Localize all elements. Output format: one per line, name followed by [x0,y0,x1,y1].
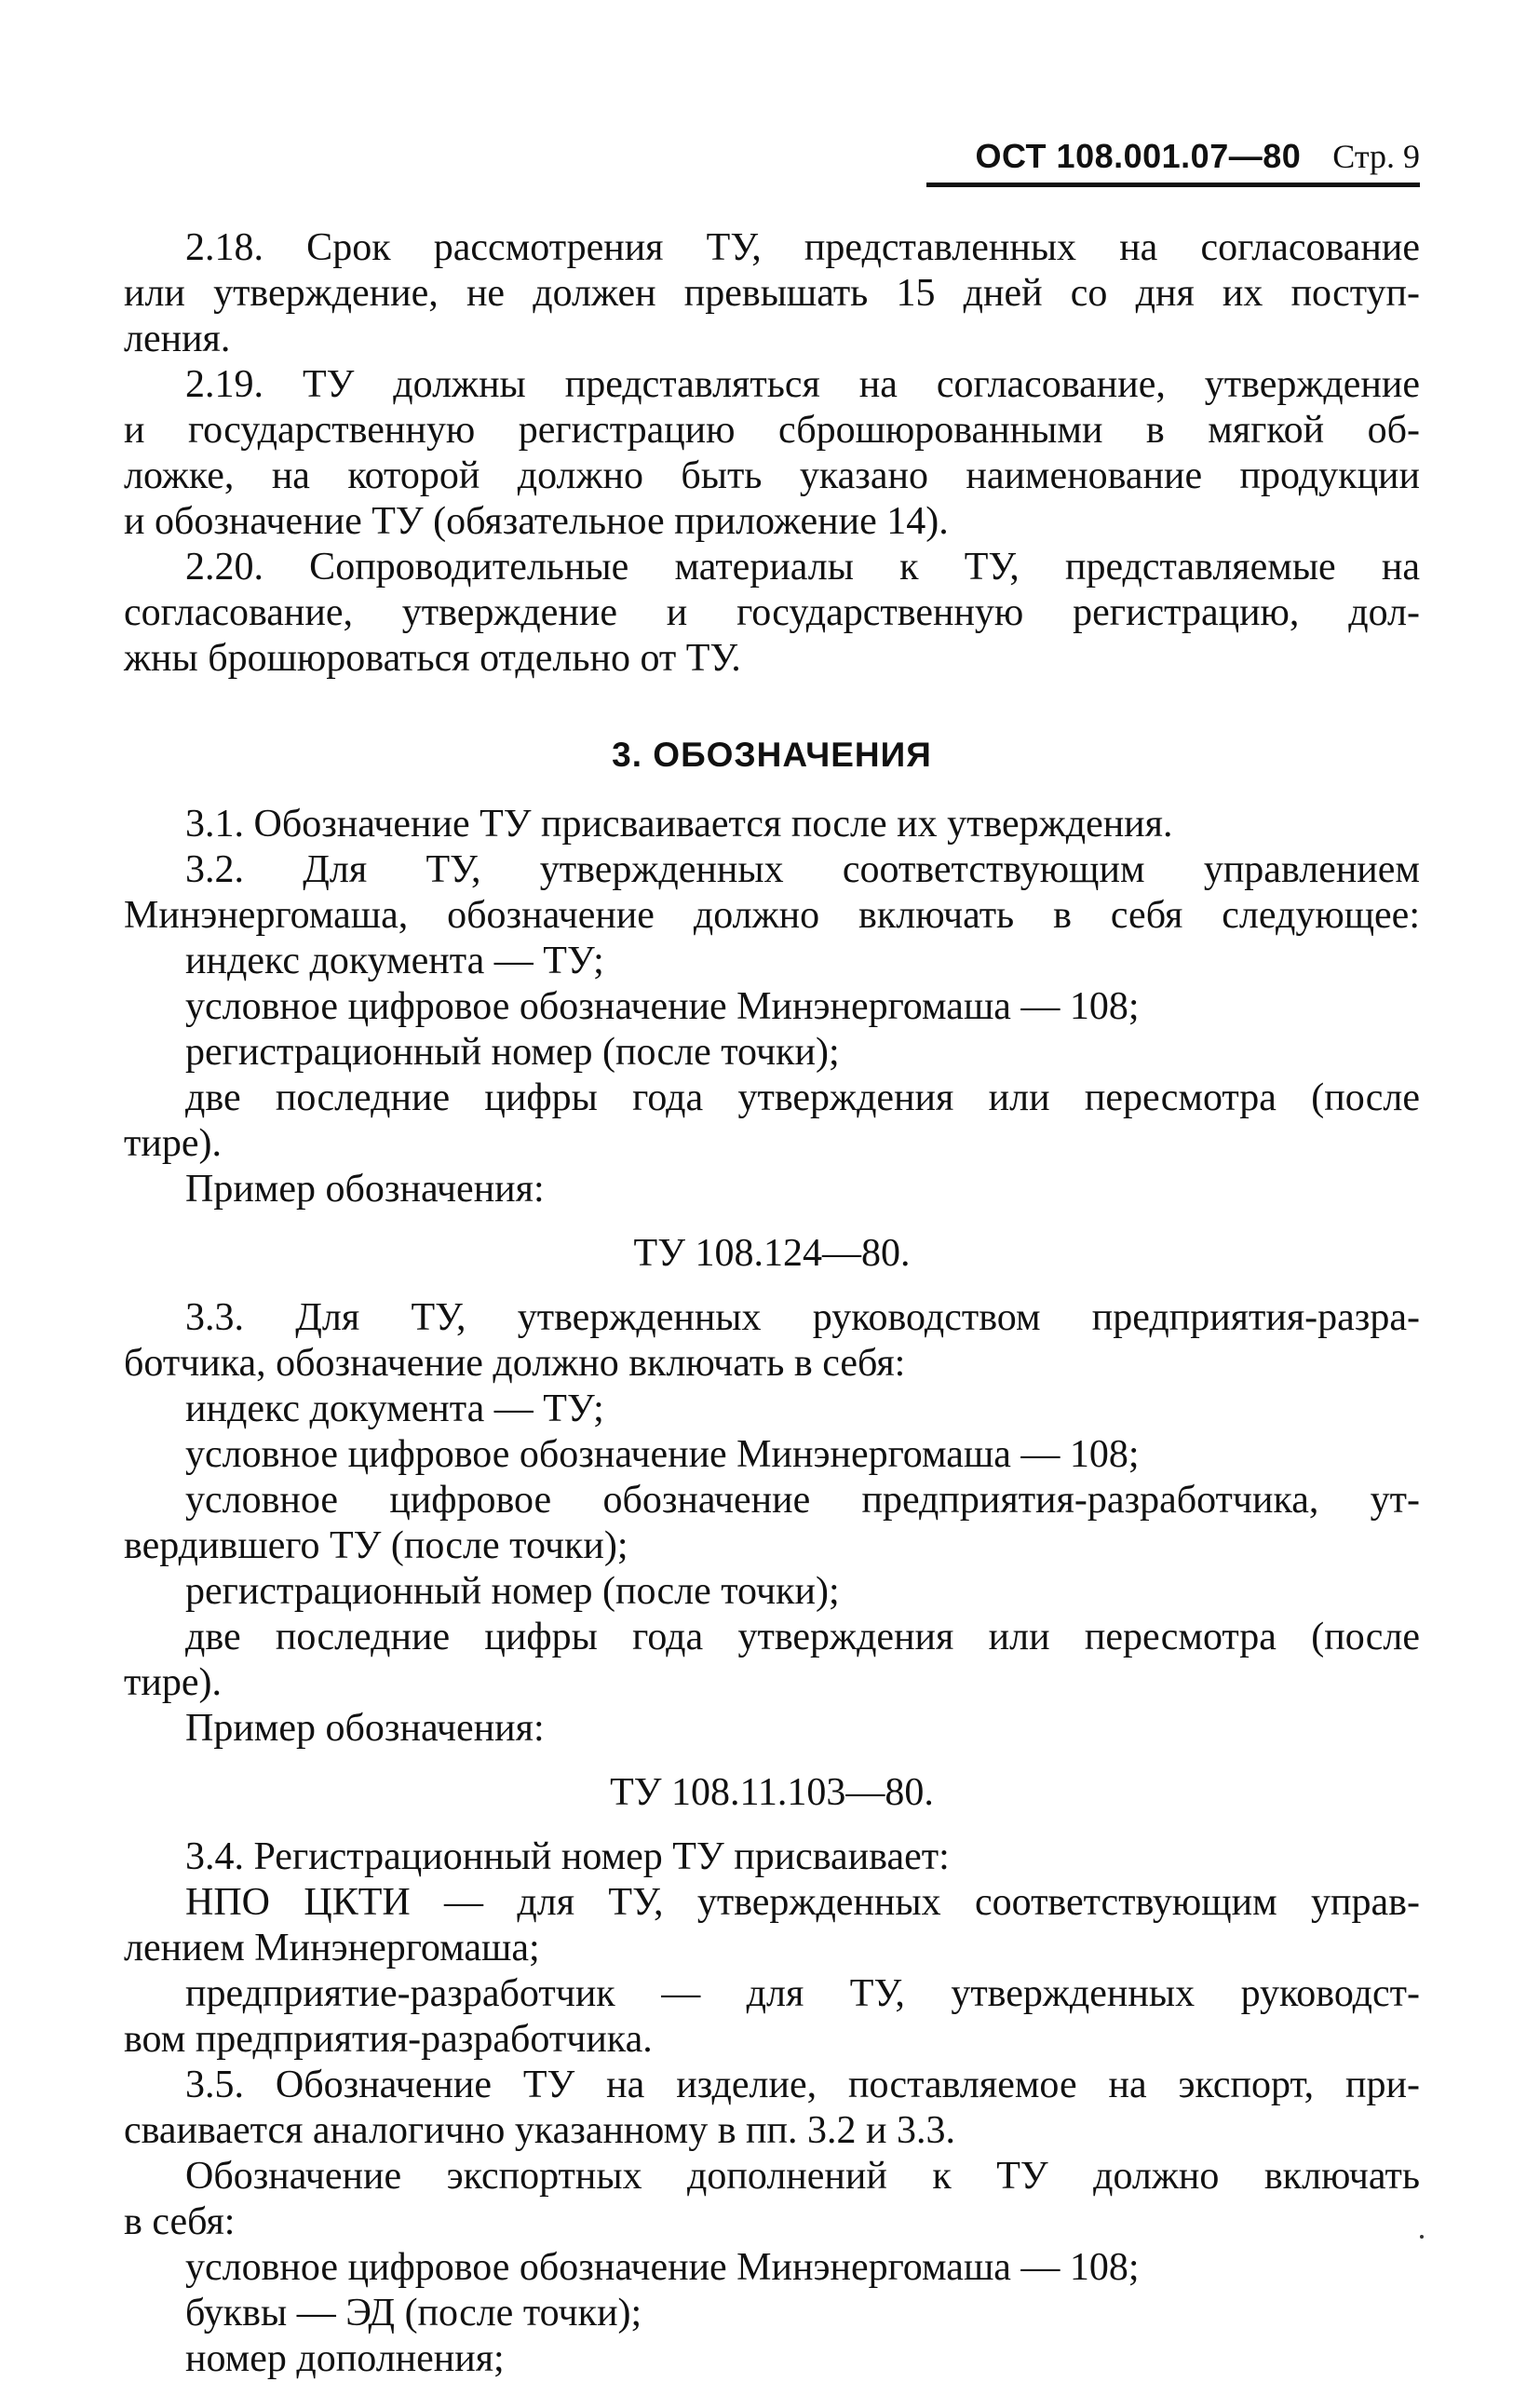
text-line: 2.19. ТУ должны представляться на согласование, утверждение [185,363,1420,406]
example-designation: ТУ 108.11.103—80. [610,1771,934,1814]
document-id: ОСТ 108.001.07—80 [975,137,1302,175]
text-line: в себя: [124,2200,236,2243]
page-header [926,130,1420,187]
list-item: индекс документа — ТУ; [185,940,604,982]
text-line: согласование, утверждение и государственную регистрацию, дол- [124,591,1420,634]
list-item: две последние цифры года утверждения или пересмотра (после [185,1076,1420,1119]
list-item: условное цифровое обозначение Минэнергомаша — 108; [185,1433,1140,1476]
text-line: Обозначение экспортных дополнений к ТУ должно включать [185,2155,1420,2198]
list-item: регистрационный номер (после точки); [185,1031,840,1074]
list-item: номер дополнения; [185,2337,505,2380]
text-line: 3.4. Регистрационный номер ТУ присваивает: [185,1835,950,1878]
text-line: 3.5. Обозначение ТУ на изделие, поставляемое на экспорт, при- [185,2064,1420,2106]
text-line: вом предприятия-разработчика. [124,2018,653,2061]
text-line: сваивается аналогично указанному в пп. 3.2 и 3.3. [124,2109,955,2152]
text-line: 3.3. Для ТУ, утвержденных руководством предприятия-разра- [185,1296,1420,1339]
list-item: условное цифровое обозначение предприятия-разработчика, ут- [185,1479,1420,1522]
list-item: предприятие-разработчик — для ТУ, утвержденных руководст- [185,1972,1420,2015]
list-item: индекс документа — ТУ; [185,1387,604,1430]
list-item: условное цифровое обозначение Минэнергомаша — 108; [185,2246,1140,2289]
text-line: жны брошюроваться отдельно от ТУ. [124,637,741,680]
text-line: 2.18. Срок рассмотрения ТУ, представленных на согласование [185,226,1420,269]
list-item: условное цифровое обозначение Минэнергомаша — 108; [185,985,1140,1028]
page-number: Стр. 9 [1332,138,1420,175]
text-line: ложке, на которой должно быть указано наименование продукции [124,454,1420,497]
section-heading: 3. ОБОЗНАЧЕНИЯ [612,736,932,774]
example-label: Пример обозначения: [185,1168,545,1211]
text-line: Минэнергомаша, обозначение должно включать в себя следующее: [124,894,1420,937]
text-line: вердившего ТУ (после точки); [124,1524,628,1567]
text-line: и государственную регистрацию сброшюрованными в мягкой об- [124,409,1420,452]
text-line: ботчика, обозначение должно включать в себя: [124,1342,906,1385]
example-label: Пример обозначения: [185,1707,545,1750]
scan-speck [1420,2235,1424,2239]
example-designation: ТУ 108.124—80. [633,1232,911,1275]
list-item: регистрационный номер (после точки); [185,1570,840,1613]
list-item: две последние цифры года утверждения или пересмотра (после [185,1616,1420,1658]
text-line: ления. [124,318,231,360]
text-line: 2.20. Сопроводительные материалы к ТУ, представляемые на [185,546,1420,589]
text-line: и обозначение ТУ (обязательное приложение 14). [124,500,949,543]
text-line: или утверждение, не должен превышать 15 дней со дня их поступ- [124,272,1420,315]
document-body [124,225,1420,2382]
text-line: 3.2. Для ТУ, утвержденных соответствующим управлением [185,848,1420,891]
text-line: тире). [124,1661,222,1704]
list-item: буквы — ЭД (после точки); [185,2292,642,2335]
text-line: лением Минэнергомаша; [124,1927,540,1969]
list-item: НПО ЦКТИ — для ТУ, утвержденных соответствующим управ- [185,1881,1420,1924]
text-line: 3.1. Обозначение ТУ присваивается после их утверждения. [185,803,1173,846]
text-line: тире). [124,1122,222,1165]
